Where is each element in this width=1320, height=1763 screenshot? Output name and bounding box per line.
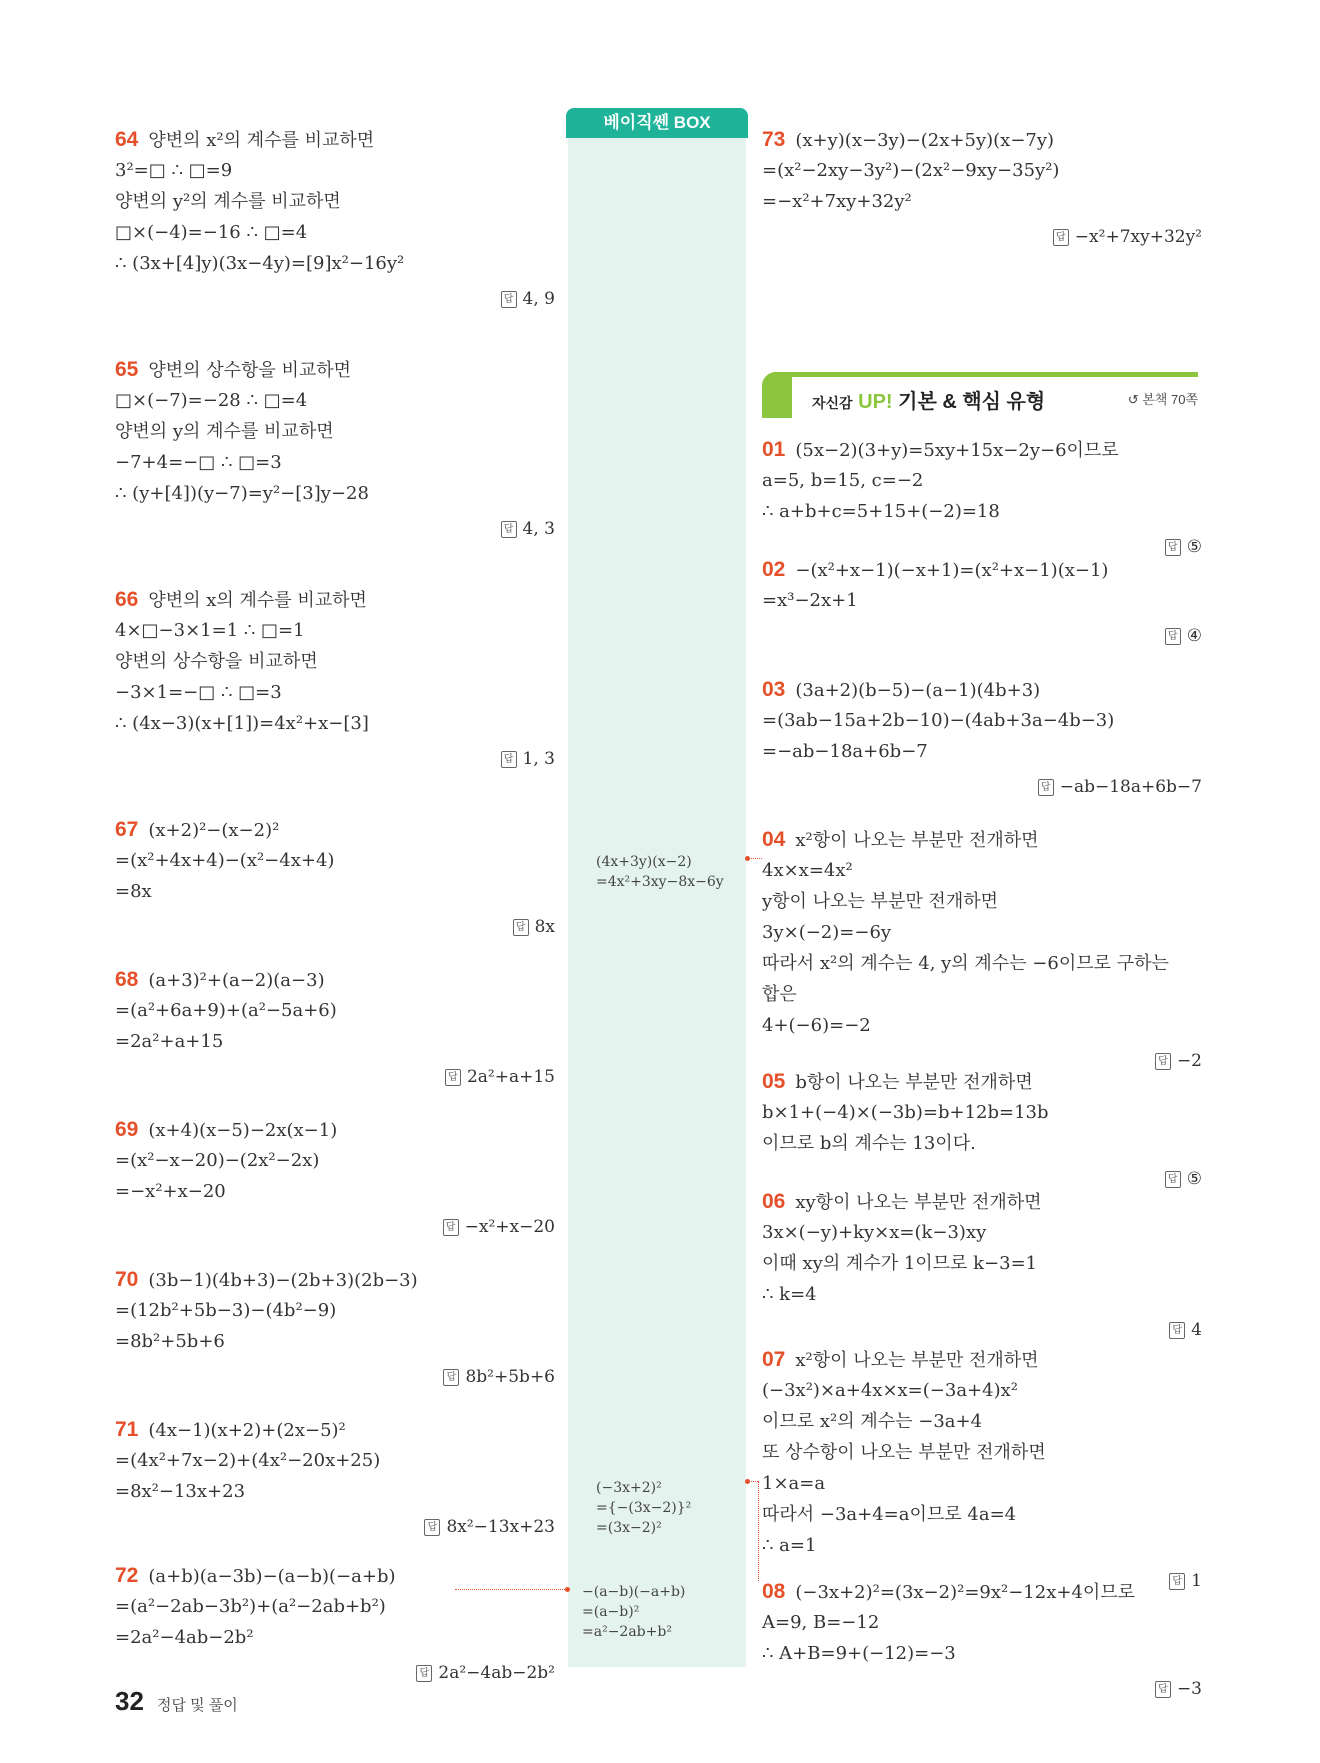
solution-text: =(4x²+7x−2)+(4x²−20x+25) [115,1450,381,1471]
answer-mark-icon: 답 [1053,229,1069,246]
problem-03-line [762,678,1040,703]
solution-text: 이때 xy의 계수가 1이므로 k−3=1 [762,1253,1038,1274]
problem-07-line [762,1534,816,1558]
problem-04-line [762,921,891,945]
problem-72-line [115,1595,386,1619]
box-note-line: =(a−b)² [582,1604,640,1620]
problem-67-line [115,818,279,843]
problem-66-line [115,712,369,736]
connector-dot [745,856,750,861]
solution-text: 1×a=a [762,1473,826,1494]
solution-text: −3×1=−□ ∴ □=3 [115,682,282,703]
answer-66 [501,747,555,771]
problem-71-line [115,1449,380,1473]
box-note-line: (−3x+2)² [596,1480,662,1496]
section-banner [762,372,1198,423]
problem-01-line [762,438,1119,463]
solution-text: (x+2)²−(x−2)² [148,820,280,841]
problem-number: 68 [115,968,139,991]
answer-68 [445,1065,555,1089]
solution-text: =(x²−x−20)−(2x²−2x) [115,1150,320,1171]
problem-65-line [115,451,282,475]
solution-text: (−3x²)×a+4x×x=(−3a+4)x² [762,1380,1018,1401]
answer-value: 8x²−13x+23 [446,1517,555,1537]
solution-text: b항이 나오는 부분만 전개하면 [795,1072,1033,1093]
solution-text: xy항이 나오는 부분만 전개하면 [795,1192,1042,1213]
answer-mark-icon: 답 [1169,1322,1185,1339]
solution-text: b×1+(−4)×(−3b)=b+12b=13b [762,1102,1049,1123]
answer-value: 1, 3 [522,749,555,769]
problem-06-line [762,1252,1037,1276]
problem-04-line [762,952,1169,976]
footer-label: 정답 및 풀이 [157,1697,238,1714]
answer-value: ⑤ [1186,537,1202,557]
problem-07-line [762,1472,825,1496]
problem-02-line [762,558,1108,583]
problem-65-line [115,482,369,506]
problem-05-line [762,1101,1049,1125]
answer-mark-icon: 답 [1169,1573,1185,1590]
basic-box-tab: 베이직쎈 BOX [566,108,748,138]
problem-01-line [762,500,1000,524]
solution-text: =(x²+4x+4)−(x²−4x+4) [115,850,335,871]
solution-text: =8x [115,881,152,902]
answer-value: 4, 9 [522,289,555,309]
problem-05-line [762,1132,976,1156]
problem-66-line [115,681,282,705]
connector-dot [565,1587,570,1592]
answer-value: 2a²+a+15 [466,1067,555,1087]
solution-text: (x+y)(x−3y)−(2x+5y)(x−7y) [795,130,1055,151]
solution-text: 이므로 x²의 계수는 −3a+4 [762,1411,983,1432]
solution-text: ∴ a=1 [762,1535,817,1556]
problem-number: 72 [115,1564,139,1587]
solution-text: (3a+2)(b−5)−(a−1)(4b+3) [795,680,1041,701]
solution-text: 이므로 b의 계수는 13이다. [762,1133,976,1154]
answer-71 [424,1515,555,1539]
answer-mark-icon: 답 [1155,1681,1171,1698]
solution-text: ∴ a+b+c=5+15+(−2)=18 [762,501,1000,522]
solution-text: =(a²+6a+9)+(a²−5a+6) [115,1000,337,1021]
problem-64-line [115,252,404,276]
answer-mark-icon: 답 [443,1369,459,1386]
solution-text: (a+b)(a−3b)−(a−b)(−a+b) [148,1566,396,1587]
answer-value: 4 [1191,1320,1202,1340]
answer-mark-icon: 답 [424,1519,440,1536]
solution-text: 4+(−6)=−2 [762,1015,871,1036]
problem-03-line [762,709,1114,733]
problem-number: 67 [115,818,139,841]
problem-68-line [115,1030,223,1054]
solution-text: a=5, b=15, c=−2 [762,470,924,491]
solution-text: −(x²+x−1)(−x+1)=(x²+x−1)(x−1) [795,560,1109,581]
answer-67 [513,915,555,939]
problem-number: 66 [115,588,139,611]
problem-05-line [762,1070,1033,1095]
solution-text: =−ab−18a+6b−7 [762,741,928,762]
answer-value: −3 [1176,1679,1202,1699]
answer-64 [501,287,555,311]
page-footer [115,1686,238,1717]
solution-text: =2a²−4ab−2b² [115,1627,254,1648]
problem-72-line [115,1626,254,1650]
problem-04-line [762,859,853,883]
solution-text: ∴ A+B=9+(−12)=−3 [762,1643,956,1664]
answer-value: 8x [534,917,555,937]
problem-03-line [762,740,928,764]
problem-65-line [115,420,334,444]
problem-71-line [115,1480,245,1504]
answer-mark-icon: 답 [443,1219,459,1236]
solution-text: 3x×(−y)+ky×x=(k−3)xy [762,1222,987,1243]
problem-number: 05 [762,1070,786,1093]
solution-text: 양변의 x²의 계수를 비교하면 [148,130,375,151]
answer-02 [1165,624,1202,648]
answer-value: ⑤ [1186,1169,1202,1189]
solution-text: (4x−1)(x+2)+(2x−5)² [148,1420,346,1441]
problem-07-line [762,1503,1016,1527]
solution-text: y항이 나오는 부분만 전개하면 [762,891,998,912]
answer-mark-icon: 답 [1038,779,1054,796]
solution-text: 따라서 −3a+4=a이므로 4a=4 [762,1504,1017,1525]
problem-73-line [762,159,1059,183]
solution-text: =(12b²+5b−3)−(4b²−9) [115,1300,337,1321]
problem-67-line [115,880,152,904]
problem-07-line [762,1410,982,1434]
connector-04 [748,858,762,859]
problem-number: 70 [115,1268,139,1291]
banner-accent [762,372,792,418]
answer-mark-icon: 답 [1155,1053,1171,1070]
box-note-line: (4x+3y)(x−2) [596,854,692,870]
book-page-ref: ↺ 본책 70쪽 [1127,392,1198,407]
answer-mark-icon: 답 [513,919,529,936]
solution-text: 3y×(−2)=−6y [762,922,892,943]
problem-64-line [115,190,341,214]
problem-66-line [115,619,305,643]
solution-text: x²항이 나오는 부분만 전개하면 [795,830,1039,851]
answer-value: 2a²−4ab−2b² [438,1663,555,1683]
answer-08 [1155,1677,1202,1701]
solution-text: ∴ k=4 [762,1284,817,1305]
answer-mark-icon: 답 [445,1069,461,1086]
answer-value: 8b²+5b+6 [465,1367,555,1387]
problem-04-line [762,828,1039,853]
solution-text: =−x²+x−20 [115,1181,226,1202]
solution-text: x²항이 나오는 부분만 전개하면 [795,1350,1039,1371]
solution-text: ∴ (y+[4])(y−7)=y²−[3]y−28 [115,483,369,504]
solution-text: −7+4=−□ ∴ □=3 [115,452,282,473]
answer-value: −x²+7xy+32y² [1074,227,1202,247]
problem-70-line [115,1268,418,1293]
solution-text: (a+3)²+(a−2)(a−3) [148,970,325,991]
box-note [596,1478,691,1538]
solution-text: 4x×x=4x² [762,860,853,881]
answer-01 [1165,535,1202,559]
answer-mark-icon: 답 [501,521,517,538]
connector-72 [455,1589,565,1590]
connector-08-vertical [758,1481,759,1581]
answer-mark-icon: 답 [501,291,517,308]
problem-68-line [115,968,325,993]
solution-text: ∴ (3x+[4]y)(3x−4y)=[9]x²−16y² [115,253,405,274]
problem-08-line [762,1611,879,1635]
solution-text: 4×□−3×1=1 ∴ □=1 [115,620,305,641]
problem-71-line [115,1418,346,1443]
answer-mark-icon: 답 [501,751,517,768]
solution-text: =(a²−2ab−3b²)+(a²−2ab+b²) [115,1596,386,1617]
problem-number: 07 [762,1348,786,1371]
problem-07-line [762,1348,1039,1373]
answer-value: 1 [1191,1571,1202,1591]
solution-text: □×(−4)=−16 ∴ □=4 [115,222,308,243]
box-note [596,852,724,892]
problem-66-line [115,650,318,674]
solution-text: =(x²−2xy−3y²)−(2x²−9xy−35y²) [762,160,1060,181]
problem-number: 64 [115,128,139,151]
box-note-line: =a²−2ab+b² [582,1624,672,1640]
answer-value: 4, 3 [522,519,555,539]
answer-04 [1155,1049,1202,1073]
answer-value: −ab−18a+6b−7 [1059,777,1202,797]
solution-text: 양변의 상수항을 비교하면 [115,651,318,672]
answer-07 [1169,1569,1202,1593]
box-note-line: −(a−b)(−a+b) [582,1584,686,1600]
solution-text: 3²=□ ∴ □=9 [115,160,233,181]
solution-text: A=9, B=−12 [762,1612,880,1633]
box-note [582,1582,685,1642]
solution-text: 또 상수항이 나오는 부분만 전개하면 [762,1442,1046,1463]
page-number: 32 [115,1686,144,1716]
answer-06 [1169,1318,1202,1342]
problem-67-line [115,849,334,873]
problem-number: 02 [762,558,786,581]
solution-text: 따라서 x²의 계수는 4, y의 계수는 −6이므로 구하는 [762,953,1169,974]
answer-65 [501,517,555,541]
problem-number: 04 [762,828,786,851]
solution-text: 합은 [762,984,797,1005]
problem-69-line [115,1149,319,1173]
answer-mark-icon: 답 [1165,1171,1181,1188]
answer-72 [416,1661,555,1685]
problem-07-line [762,1379,1018,1403]
solution-text: =2a²+a+15 [115,1031,224,1052]
answer-value: −2 [1176,1051,1202,1071]
problem-66-line [115,588,367,613]
problem-07-line [762,1441,1046,1465]
problem-70-line [115,1299,336,1323]
problem-65-line [115,389,307,413]
problem-64-line [115,221,307,245]
problem-number: 69 [115,1118,139,1141]
problem-73-line [762,190,912,214]
problem-06-line [762,1283,817,1307]
answer-mark-icon: 답 [416,1665,432,1682]
problem-69-line [115,1180,226,1204]
solution-text: □×(−7)=−28 ∴ □=4 [115,390,308,411]
problem-number: 01 [762,438,786,461]
answer-69 [443,1215,555,1239]
solution-text: =−x²+7xy+32y² [762,191,912,212]
problem-68-line [115,999,337,1023]
problem-number: 08 [762,1580,786,1603]
answer-mark-icon: 답 [1165,628,1181,645]
problem-02-line [762,589,858,613]
box-note-line: =(3x−2)² [596,1520,662,1536]
problem-06-line [762,1221,986,1245]
problem-72-line [115,1564,396,1589]
problem-number: 71 [115,1418,139,1441]
box-note-line: =4x²+3xy−8x−6y [596,874,724,890]
problem-number: 73 [762,128,786,151]
problem-04-line [762,983,797,1007]
answer-03 [1038,775,1202,799]
problem-01-line [762,469,923,493]
solution-text: (−3x+2)²=(3x−2)²=9x²−12x+4이므로 [795,1582,1136,1603]
problem-number: 03 [762,678,786,701]
solution-text: =8x²−13x+23 [115,1481,246,1502]
box-note-line: ={−(3x−2)}² [596,1500,692,1516]
solution-text: 양변의 y²의 계수를 비교하면 [115,191,341,212]
solution-text: =x³−2x+1 [762,590,858,611]
problem-08-line [762,1580,1135,1605]
solution-text: (3b−1)(4b+3)−(2b+3)(2b−3) [148,1270,418,1291]
answer-value: ④ [1186,626,1202,646]
answer-73 [1053,225,1202,249]
problem-06-line [762,1190,1042,1215]
problem-65-line [115,358,351,383]
solution-text: (x+4)(x−5)−2x(x−1) [148,1120,338,1141]
problem-70-line [115,1330,225,1354]
problem-number: 06 [762,1190,786,1213]
solution-text: 양변의 y의 계수를 비교하면 [115,421,334,442]
solution-text: 양변의 x의 계수를 비교하면 [148,590,367,611]
answer-05 [1165,1167,1202,1191]
solution-text: =(3ab−15a+2b−10)−(4ab+3a−4b−3) [762,710,1115,731]
problem-04-line [762,890,998,914]
problem-04-line [762,1014,871,1038]
problem-08-line [762,1642,956,1666]
answer-70 [443,1365,555,1389]
solution-text: (5x−2)(3+y)=5xy+15x−2y−6이므로 [795,440,1119,461]
problem-64-line [115,159,232,183]
solution-text: =8b²+5b+6 [115,1331,225,1352]
problem-69-line [115,1118,337,1143]
answer-mark-icon: 답 [1165,539,1181,556]
solution-text: 양변의 상수항을 비교하면 [148,360,352,381]
problem-number: 65 [115,358,139,381]
problem-73-line [762,128,1054,153]
problem-64-line [115,128,374,153]
section-title: 자신감 UP! 기본 & 핵심 유형 [812,391,1046,413]
connector-dot [745,1479,750,1484]
answer-value: −x²+x−20 [464,1217,555,1237]
solution-text: ∴ (4x−3)(x+[1])=4x²+x−[3] [115,713,369,734]
